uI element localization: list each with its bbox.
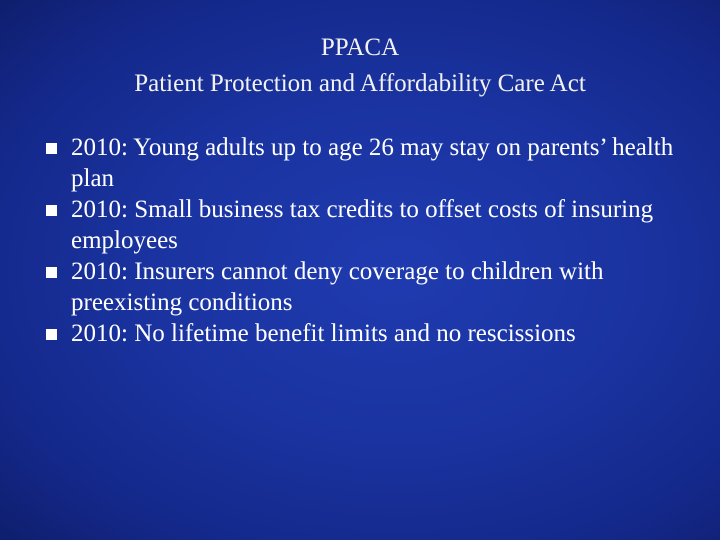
bullet-item xyxy=(46,256,696,318)
title-acronym: PPACA xyxy=(320,34,400,61)
bullet-item xyxy=(46,132,696,194)
bullet-text: 2010: Small business tax credits to offset costs of insuring employees xyxy=(71,196,654,254)
title-full-name: Patient Protection and Affordability Care Act xyxy=(134,70,586,97)
square-bullet-icon xyxy=(46,329,57,340)
bullet-text: 2010: Insurers cannot deny coverage to children with preexisting conditions xyxy=(71,258,604,316)
bullet-item xyxy=(46,194,696,256)
bullet-text: 2010: No lifetime benefit limits and no rescissions xyxy=(71,320,576,347)
bullet-text: 2010: Young adults up to age 26 may stay on parents’ health plan xyxy=(71,134,674,192)
bullet-item xyxy=(46,318,696,349)
square-bullet-icon xyxy=(46,205,57,216)
bullet-list xyxy=(46,132,696,349)
square-bullet-icon xyxy=(46,143,57,154)
square-bullet-icon xyxy=(46,267,57,278)
slide-title xyxy=(0,30,720,102)
